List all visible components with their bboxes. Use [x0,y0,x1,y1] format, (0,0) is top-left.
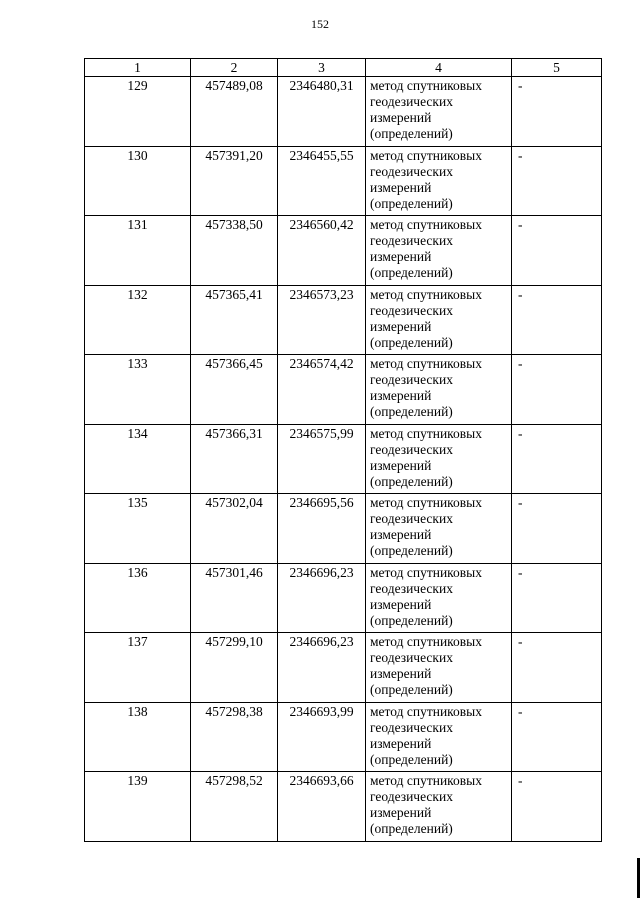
coordinate-x-cell: 457366,45 [191,355,278,425]
note-cell: - [512,146,602,216]
table-row [85,702,602,772]
method-cell: метод спутниковых геодезических измерений (определений) [366,216,512,286]
page-number: 152 [311,17,329,31]
table-row [85,563,602,633]
note-cell: - [512,285,602,355]
coordinate-y-cell: 2346574,42 [278,355,366,425]
point-number-cell: 139 [85,772,191,842]
coordinate-y-cell: 2346693,66 [278,772,366,842]
coordinate-x-cell: 457298,38 [191,702,278,772]
column-header-3: 3 [278,59,366,77]
coordinate-y-cell: 2346560,42 [278,216,366,286]
coordinate-x-cell: 457302,04 [191,494,278,564]
table-row [85,285,602,355]
method-cell: метод спутниковых геодезических измерений (определений) [366,772,512,842]
coordinate-x-cell: 457366,31 [191,424,278,494]
column-header-2: 2 [191,59,278,77]
point-number-cell: 131 [85,216,191,286]
coordinate-y-cell: 2346695,56 [278,494,366,564]
method-cell: метод спутниковых геодезических измерений (определений) [366,424,512,494]
table-row [85,424,602,494]
coordinate-y-cell: 2346480,31 [278,77,366,147]
coordinate-x-cell: 457298,52 [191,772,278,842]
method-cell: метод спутниковых геодезических измерений (определений) [366,702,512,772]
method-cell: метод спутниковых геодезических измерений (определений) [366,633,512,703]
point-number-cell: 129 [85,77,191,147]
note-cell: - [512,355,602,425]
method-cell: метод спутниковых геодезических измерений (определений) [366,355,512,425]
coordinate-x-cell: 457365,41 [191,285,278,355]
coordinate-y-cell: 2346573,23 [278,285,366,355]
note-cell: - [512,424,602,494]
coordinate-x-cell: 457299,10 [191,633,278,703]
note-cell: - [512,772,602,842]
point-number-cell: 132 [85,285,191,355]
note-cell: - [512,494,602,564]
column-header-4: 4 [366,59,512,77]
coordinate-y-cell: 2346575,99 [278,424,366,494]
method-cell: метод спутниковых геодезических измерений (определений) [366,285,512,355]
coordinate-y-cell: 2346696,23 [278,563,366,633]
note-cell: - [512,702,602,772]
table-row [85,772,602,842]
point-number-cell: 130 [85,146,191,216]
point-number-cell: 136 [85,563,191,633]
note-cell: - [512,216,602,286]
coordinate-y-cell: 2346455,55 [278,146,366,216]
coordinate-y-cell: 2346693,99 [278,702,366,772]
table-row [85,494,602,564]
coordinate-x-cell: 457489,08 [191,77,278,147]
point-number-cell: 138 [85,702,191,772]
table-row [85,355,602,425]
point-number-cell: 133 [85,355,191,425]
method-cell: метод спутниковых геодезических измерений (определений) [366,563,512,633]
table-row [85,216,602,286]
table-header-row [85,59,602,77]
method-cell: метод спутниковых геодезических измерений (определений) [366,146,512,216]
coordinate-x-cell: 457338,50 [191,216,278,286]
note-cell: - [512,633,602,703]
point-number-cell: 134 [85,424,191,494]
table-row [85,146,602,216]
point-number-cell: 137 [85,633,191,703]
table-body [85,77,602,842]
coordinate-x-cell: 457391,20 [191,146,278,216]
point-number-cell: 135 [85,494,191,564]
column-header-5: 5 [512,59,602,77]
method-cell: метод спутниковых геодезических измерений (определений) [366,77,512,147]
note-cell: - [512,563,602,633]
note-cell: - [512,77,602,147]
table-row [85,77,602,147]
column-header-1: 1 [85,59,191,77]
method-cell: метод спутниковых геодезических измерений (определений) [366,494,512,564]
coordinate-y-cell: 2346696,23 [278,633,366,703]
coordinates-table [84,58,602,842]
coordinate-x-cell: 457301,46 [191,563,278,633]
table-row [85,633,602,703]
